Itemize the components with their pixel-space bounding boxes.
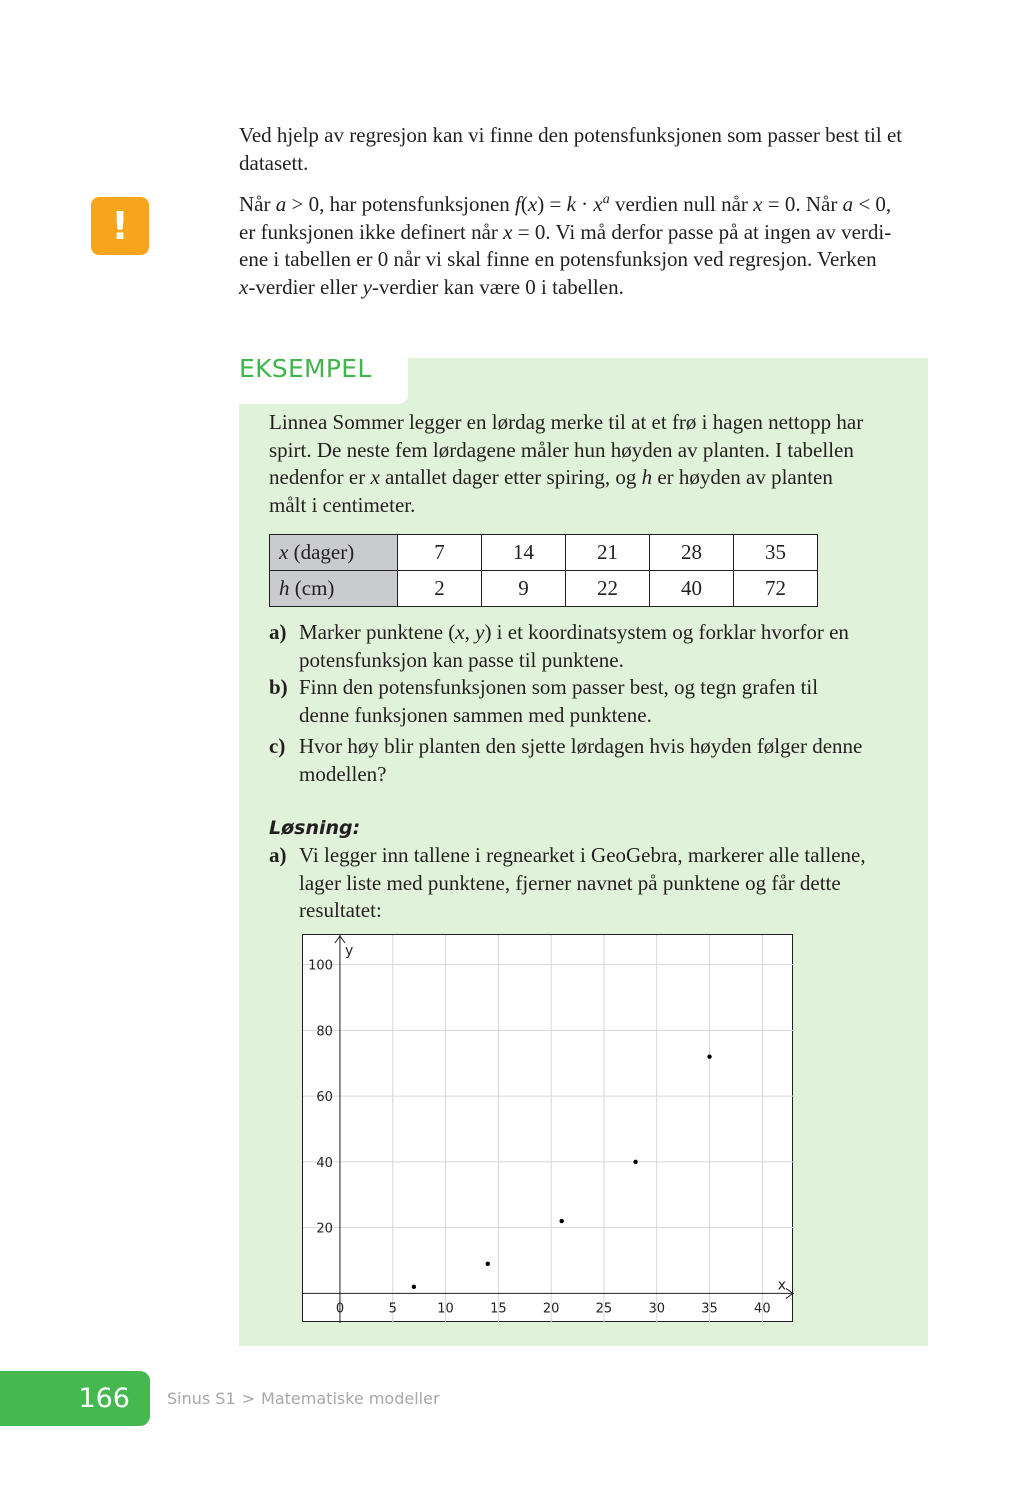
y-tick-label: 40 bbox=[316, 1155, 333, 1171]
x-tick-label: 20 bbox=[542, 1301, 560, 1317]
breadcrumb-separator: > bbox=[241, 1389, 256, 1408]
x-tick-label: 30 bbox=[648, 1301, 666, 1317]
table-cell: 72 bbox=[734, 571, 818, 607]
task-c bbox=[269, 733, 909, 788]
table-cell: 40 bbox=[650, 571, 734, 607]
breadcrumb-book: Sinus S1 bbox=[167, 1389, 236, 1408]
solution-heading: Løsning: bbox=[269, 817, 361, 839]
exclamation-icon: ! bbox=[91, 197, 149, 255]
task-label: b) bbox=[269, 675, 288, 699]
y-tick-label: 100 bbox=[308, 958, 333, 974]
task-text: Hvor høy blir planten den sjette lørdagen hvis høyden følger denne modellen? bbox=[299, 734, 863, 786]
task-a bbox=[269, 619, 909, 674]
example-text: Linnea Sommer legger en lørdag merke til at et frø i hagen nettopp har spirt. De neste fem lørdagene måler hun høyden av planten. I tabellen nedenfor er x antallet dager etter spiring, og h er høyden av planten målt i centimeter. bbox=[269, 410, 864, 517]
solution-label: a) bbox=[269, 843, 287, 867]
table-cell: 21 bbox=[566, 535, 650, 571]
data-point bbox=[707, 1054, 711, 1058]
breadcrumb bbox=[167, 1387, 440, 1411]
data-table bbox=[269, 534, 818, 607]
scatter-chart bbox=[302, 934, 793, 1322]
x-tick-label: 25 bbox=[595, 1301, 613, 1317]
y-tick-label: 60 bbox=[316, 1090, 333, 1106]
x-axis-label: x bbox=[777, 1277, 786, 1294]
task-text: Marker punktene (x, y) i et koordinatsystem og forklar hvorfor en potensfunksjon kan passe til punktene. bbox=[299, 620, 849, 672]
x-tick-label: 40 bbox=[754, 1301, 771, 1317]
task-label: a) bbox=[269, 620, 287, 644]
x-tick-label: 35 bbox=[701, 1301, 718, 1317]
task-b bbox=[269, 674, 909, 729]
y-tick-label: 80 bbox=[316, 1024, 333, 1040]
table-header-h: h (cm) bbox=[270, 571, 398, 607]
table-cell: 35 bbox=[734, 535, 818, 571]
table-header-x: x (dager) bbox=[270, 535, 398, 571]
solution-text: Vi legger inn tallene i regnearket i GeoGebra, markerer alle tallene, lager liste med punktene, fjerner navnet på punktene og får dette resultatet: bbox=[299, 843, 866, 922]
warning-paragraph: Når a > 0, har potensfunksjonen $f(x) = k \cdot x^a$ verdien null når x = 0. Når a < 0, er funksjonen ikke definert når x = 0. Vi må derfor passe på at ingen av verdi- ene i tabellen er 0 når vi skal finne en potensfunksjon ved regresjon. Verken x-verdier eller y-verdier kan være 0 i tabellen. bbox=[239, 192, 892, 299]
y-tick-label: 20 bbox=[316, 1221, 333, 1237]
table-cell: 2 bbox=[398, 571, 482, 607]
x-tick-label: 0 bbox=[335, 1301, 345, 1317]
page-number: 166 bbox=[0, 1371, 150, 1426]
chart-svg bbox=[303, 935, 794, 1323]
data-point bbox=[412, 1285, 416, 1289]
x-tick-label: 15 bbox=[490, 1301, 507, 1317]
data-point bbox=[633, 1160, 637, 1164]
x-tick-label: 5 bbox=[388, 1301, 397, 1317]
table-cell: 7 bbox=[398, 535, 482, 571]
data-point bbox=[486, 1262, 490, 1266]
table-row bbox=[270, 571, 818, 607]
table-cell: 14 bbox=[482, 535, 566, 571]
task-label: c) bbox=[269, 734, 286, 758]
table-cell: 28 bbox=[650, 535, 734, 571]
data-point bbox=[559, 1219, 563, 1223]
table-cell: 22 bbox=[566, 571, 650, 607]
example-title: EKSEMPEL bbox=[239, 354, 372, 383]
solution-a bbox=[269, 842, 909, 925]
table-row bbox=[270, 535, 818, 571]
table-cell: 9 bbox=[482, 571, 566, 607]
intro-paragraph: Ved hjelp av regresjon kan vi finne den potensfunksjonen som passer best til et datasett. bbox=[239, 123, 903, 175]
breadcrumb-chapter: Matematiske modeller bbox=[261, 1389, 440, 1408]
task-text: Finn den potensfunksjonen som passer best, og tegn grafen til denne funksjonen sammen med punktene. bbox=[299, 675, 819, 727]
x-tick-label: 10 bbox=[437, 1301, 454, 1317]
y-axis-label: y bbox=[344, 943, 354, 959]
